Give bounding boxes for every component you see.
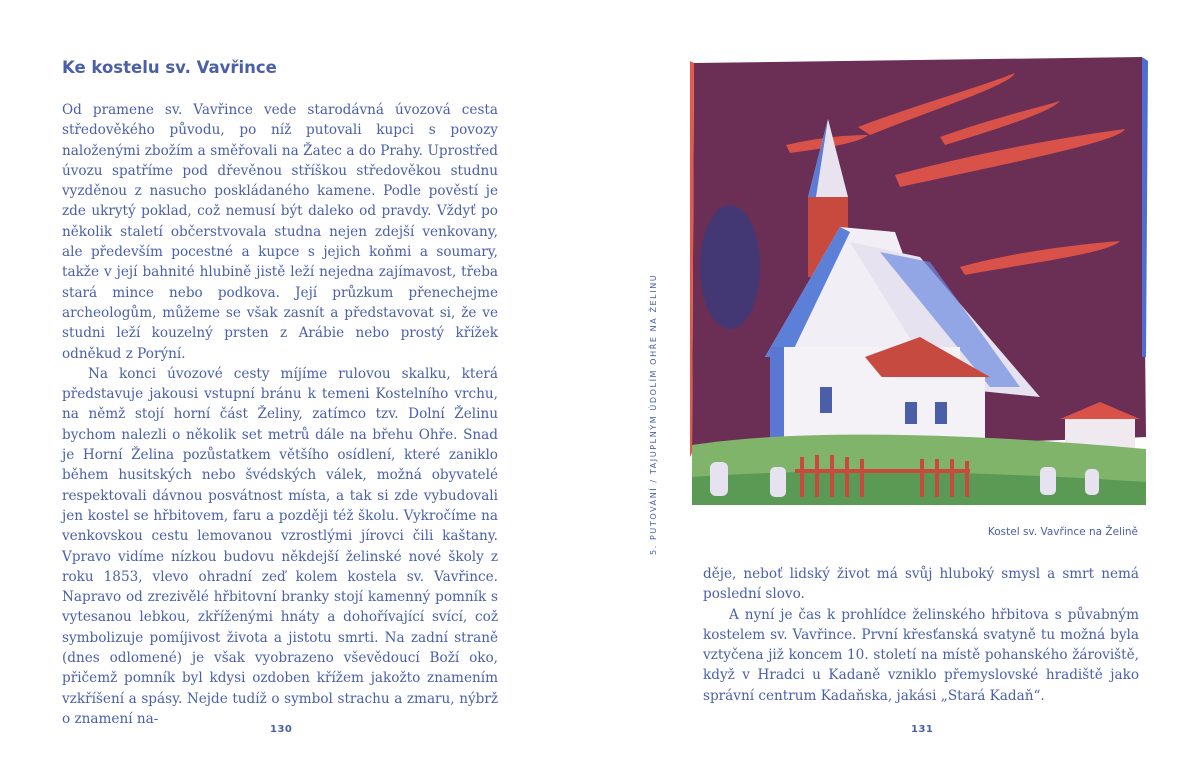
- page-number-left: 130: [270, 724, 293, 735]
- church-illustration: [690, 57, 1148, 505]
- chapter-heading: Ke kostelu sv. Vavřince: [62, 58, 277, 77]
- right-body-text: [703, 564, 1139, 706]
- paragraph: Na konci úvozové cesty míjíme rulovou skalku, která představuje jakousi vstupní bránu k temeni Kostelního vrchu, na němž stojí horní část Želiny, zatímco tzv. Dolní Želinu bychom nalezli o několik set metrů dále na břehu Ohře. Snad je Horní Želina pozůstatkem většího osídlení, které zaniklo během husitských nebo švédských válek, možná obyvatelé respektovali dávnou posvátnost místa, a tak si zde vybudovali jen kostel se hřbitovem, faru a později též školu. Vykročíme na venkovskou cestu lemovanou vzrostlými jírovci čili kaštany. Vpravo vidíme nízkou budovu někdejší želinské nové školy z roku 1853, vlevo ohradní zeď kolem kostela sv. Vavřince. Napravo od zrezivělé hřbitovní branky stojí kamenný pomník s vytesanou lebkou, zkříženými hnáty a dohořívající svící, což symbolizuje pomíjivost života a jistotu smrti. Na zadní straně (dnes odlomené) je však vyobrazeno vševědoucí Boží oko, přičemž pomník byl kdysi ozdoben křížem jakožto znamením vzkříšení a spásy. Nejde tudíž o symbol strachu a zmaru, nýbrž o znamení na-: [62, 365, 498, 727]
- paragraph: děje, neboť lidský život má svůj hluboký smysl a smrt nemá poslední slovo.: [703, 566, 1139, 603]
- running-head: 5. PUTOVÁNÍ / TAJUPLNÝM ÚDOLÍM OHŘE NA ŽELINU: [649, 273, 658, 555]
- image-caption: Kostel sv. Vavřince na Želině: [987, 526, 1138, 538]
- tree: [700, 205, 760, 329]
- left-body-text: [62, 100, 498, 729]
- page-number-right: 131: [911, 724, 934, 735]
- paragraph: Od pramene sv. Vavřince vede starodávná úvozová cesta středověkého původu, po níž putovali kupci s povozy naloženými zbožím a směřovali na Žatec a do Prahy. Uprostřed úvozu spatříme pod dřevěnou stříškou středověkou studnu vyzděnou z nasucho poskládaného kamene. Podle pověstí je zde ukrytý poklad, což nemusí být daleko od pravdy. Vždyť po několik staletí občerstvovala studna nejen zdejší venkovany, ale především pocestné a kupce s jejich koňmi a soumary, takže v její bahnité hlubině jistě leží nejedna zajímavost, třeba stará mince nebo podkova. Její průzkum přenechejme archeologům, můžeme se však zasnít a představovat si, že ve studni leží kouzelný prsten z Arábie nebo prostý křížek odněkud z Porýní.: [62, 102, 498, 362]
- paragraph: A nyní je čas k prohlídce želinského hřbitova s půvabným kostelem sv. Vavřince. První křesťanská svatyně tu možná byla vztyčena již koncem 10. století na místě pohanského žároviště, když v Hradci u Kadaně vzniklo přemyslovské hradiště jako správní centrum Kadaňska, jakási „Stará Kadaň“.: [703, 606, 1139, 704]
